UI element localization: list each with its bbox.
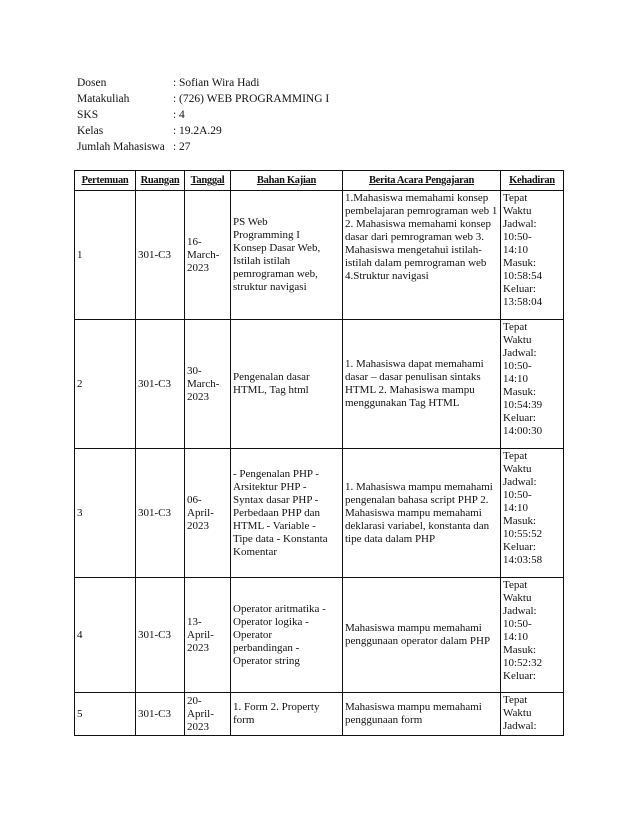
info-row-matakuliah (77, 91, 329, 107)
separator: : (173, 125, 177, 137)
course-info (77, 75, 329, 155)
dosen-value: Sofian Wira Hadi (179, 77, 260, 89)
cell-tanggal: 06- April- 2023 (185, 449, 231, 578)
cell-berita-acara: 1. Mahasiswa mampu memahami pengenalan bahasa script PHP 2. Mahasiswa mampu memahami deklarasi variabel, konstanta dan tipe data dalam PHP (343, 449, 501, 578)
cell-kehadiran: Tepat Waktu Jadwal: 10:50- 14:10 Masuk: 10:54:39 Keluar: 14:00:30 (501, 320, 564, 449)
cell-kehadiran: Tepat Waktu Jadwal: 10:50- 14:10 Masuk: 10:55:52 Keluar: 14:03:58 (501, 449, 564, 578)
table-row (75, 578, 564, 693)
cell-pertemuan: 5 (75, 693, 136, 736)
separator: : (173, 141, 177, 153)
col-header-bahan-kajian: Bahan Kajian (231, 171, 343, 191)
table-header-row (75, 171, 564, 191)
table-row (75, 449, 564, 578)
cell-berita-acara: 1.Mahasiswa memahami konsep pembelajaran pemrograman web 1 2. Mahasiswa memahami konsep dasar dari pemrograman web 3. Mahasiswa mengetahui istilah-istilah dalam pemrograman web 4.Struktur navigasi (343, 191, 501, 320)
cell-tanggal: 16- March- 2023 (185, 191, 231, 320)
cell-bahan-kajian: Pengenalan dasar HTML, Tag html (231, 320, 343, 449)
cell-ruangan: 301-C3 (136, 449, 185, 578)
cell-kehadiran: Tepat Waktu Jadwal: (501, 693, 564, 736)
cell-ruangan: 301-C3 (136, 693, 185, 736)
separator: : (173, 77, 177, 89)
sks-value: 4 (179, 109, 185, 121)
cell-kehadiran: Tepat Waktu Jadwal: 10:50- 14:10 Masuk: 10:52:32 Keluar: (501, 578, 564, 693)
jumlah-label: Jumlah Mahasiswa (77, 141, 165, 153)
col-header-tanggal: Tanggal (185, 171, 231, 191)
cell-tanggal: 13- April- 2023 (185, 578, 231, 693)
cell-ruangan: 301-C3 (136, 578, 185, 693)
matakuliah-label: Matakuliah (77, 93, 130, 105)
info-row-dosen (77, 75, 329, 91)
matakuliah-value: (726) WEB PROGRAMMING I (179, 93, 330, 105)
cell-bahan-kajian: PS Web Programming I Konsep Dasar Web, Istilah istilah pemrograman web, struktur navigasi (231, 191, 343, 320)
cell-tanggal: 30- March- 2023 (185, 320, 231, 449)
info-row-sks (77, 107, 329, 123)
kelas-value: 19.2A.29 (179, 125, 222, 137)
cell-berita-acara: 1. Mahasiswa dapat memahami dasar – dasar penulisan sintaks HTML 2. Mahasiswa mampu menggunakan Tag HTML (343, 320, 501, 449)
sks-label: SKS (77, 109, 99, 121)
cell-berita-acara: Mahasiswa mampu memahami penggunaan operator dalam PHP (343, 578, 501, 693)
cell-pertemuan: 4 (75, 578, 136, 693)
cell-bahan-kajian: - Pengenalan PHP - Arsitektur PHP - Syntax dasar PHP - Perbedaan PHP dan HTML - Variable - Tipe data - Konstanta Komentar (231, 449, 343, 578)
cell-ruangan: 301-C3 (136, 191, 185, 320)
cell-kehadiran: Tepat Waktu Jadwal: 10:50- 14:10 Masuk: 10:58:54 Keluar: 13:58:04 (501, 191, 564, 320)
col-header-berita-acara: Berita Acara Pengajaran (343, 171, 501, 191)
col-header-pertemuan: Pertemuan (75, 171, 136, 191)
cell-ruangan: 301-C3 (136, 320, 185, 449)
col-header-kehadiran: Kehadiran (501, 171, 564, 191)
info-row-kelas (77, 123, 329, 139)
cell-pertemuan: 1 (75, 191, 136, 320)
dosen-label: Dosen (77, 77, 107, 89)
col-header-ruangan: Ruangan (136, 171, 185, 191)
info-row-jumlah (77, 139, 329, 155)
table-row (75, 191, 564, 320)
separator: : (173, 109, 177, 121)
cell-tanggal: 20- April- 2023 (185, 693, 231, 736)
teaching-journal-table (74, 170, 564, 736)
cell-bahan-kajian: Operator aritmatika - Operator logika - Operator perbandingan - Operator string (231, 578, 343, 693)
table-body (75, 191, 564, 736)
cell-pertemuan: 2 (75, 320, 136, 449)
separator: : (173, 93, 177, 105)
table-row (75, 693, 564, 736)
jumlah-value: 27 (179, 141, 191, 153)
cell-berita-acara: Mahasiswa mampu memahami penggunaan form (343, 693, 501, 736)
table-row (75, 320, 564, 449)
cell-pertemuan: 3 (75, 449, 136, 578)
cell-bahan-kajian: 1. Form 2. Property form (231, 693, 343, 736)
kelas-label: Kelas (77, 125, 104, 137)
